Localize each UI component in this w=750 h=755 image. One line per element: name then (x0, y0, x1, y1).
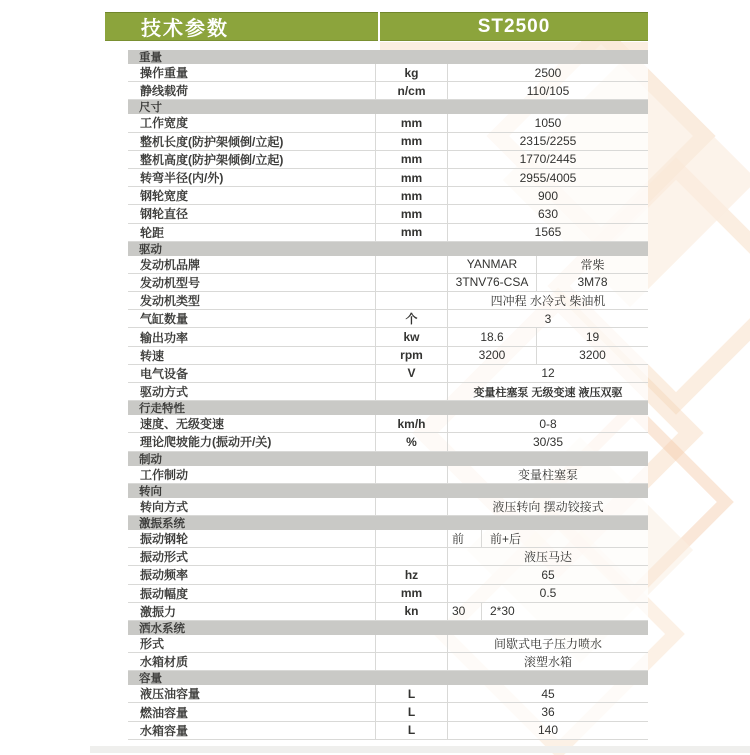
spec-value (447, 347, 648, 364)
spec-unit: L (375, 703, 447, 720)
spec-row (128, 653, 648, 671)
spec-value-a: 18.6 (480, 330, 504, 345)
spec-value: 36 (447, 703, 648, 720)
spec-value (447, 603, 648, 620)
spec-row (128, 635, 648, 653)
decor-strip (380, 42, 648, 50)
spec-unit (375, 256, 447, 273)
spec-unit: L (375, 722, 447, 739)
spec-value-a: 前 (452, 532, 465, 547)
spec-value: 液压转向 摆动铰接式 (447, 498, 648, 515)
spec-row (128, 566, 648, 584)
spec-row (128, 466, 648, 484)
spec-unit: kw (375, 328, 447, 345)
spec-row (128, 256, 648, 274)
spec-row (128, 530, 648, 548)
spec-label: 钢轮直径 (140, 207, 189, 222)
spec-row (128, 585, 648, 603)
spec-label: 转速 (140, 348, 165, 363)
spec-unit: mm (375, 133, 447, 150)
spec-value-a: 30 (452, 604, 466, 619)
spec-unit (375, 383, 447, 400)
spec-label: 水箱容量 (140, 723, 189, 738)
spec-label: 理论爬坡能力(振动开/关) (140, 435, 272, 450)
spec-value: 1050 (447, 114, 648, 131)
spec-row (128, 82, 648, 100)
spec-value: 变量柱塞泵 无级变速 液压双驱 (447, 383, 648, 400)
spec-table (128, 50, 648, 740)
footer-band (90, 746, 750, 753)
spec-row (128, 498, 648, 516)
spec-value: 30/35 (447, 433, 648, 450)
spec-label: 发动机类型 (140, 294, 201, 309)
spec-value (447, 530, 648, 547)
spec-value: 900 (447, 187, 648, 204)
page-title: 技术参数 (141, 18, 229, 40)
spec-unit: mm (375, 151, 447, 168)
spec-label: 输出功率 (140, 330, 189, 345)
spec-label: 整机高度(防护架倾倒/立起) (140, 152, 284, 167)
spec-label: 水箱材质 (140, 655, 189, 670)
spec-value-a: 3TNV76-CSA (455, 275, 529, 290)
spec-value: 1770/2445 (447, 151, 648, 168)
spec-value: 变量柱塞泵 (447, 466, 648, 483)
spec-unit: mm (375, 169, 447, 186)
spec-value: 四冲程 水冷式 柴油机 (447, 292, 648, 309)
spec-label: 工作宽度 (140, 116, 189, 131)
spec-row (128, 365, 648, 383)
spec-unit: mm (375, 585, 447, 602)
spec-value-b: 前+后 (481, 530, 648, 547)
spec-label: 形式 (140, 636, 165, 651)
spec-row (128, 703, 648, 721)
section-header: 驱动 (128, 242, 648, 256)
section-header: 制动 (128, 452, 648, 466)
header-left-segment (105, 12, 378, 41)
spec-unit: % (375, 433, 447, 450)
spec-unit: L (375, 685, 447, 702)
spec-unit (375, 498, 447, 515)
spec-row (128, 64, 648, 82)
spec-unit: V (375, 365, 447, 382)
spec-label: 激振力 (140, 604, 177, 619)
spec-row (128, 328, 648, 346)
spec-row (128, 133, 648, 151)
spec-label: 振动频率 (140, 568, 189, 583)
spec-label: 整机长度(防护架倾倒/立起) (140, 134, 284, 149)
spec-label: 燃油容量 (140, 705, 189, 720)
spec-row (128, 187, 648, 205)
spec-value-b: 3M78 (536, 274, 648, 291)
spec-row (128, 383, 648, 401)
section-header: 行走特性 (128, 401, 648, 415)
spec-label: 振动钢轮 (140, 532, 189, 547)
spec-unit: rpm (375, 347, 447, 364)
spec-value-b: 常柴 (536, 256, 648, 273)
spec-value: 2500 (447, 64, 648, 81)
header-bar (105, 12, 648, 41)
spec-unit (375, 466, 447, 483)
spec-value: 0-8 (447, 415, 648, 432)
spec-value: 2315/2255 (447, 133, 648, 150)
spec-value: 140 (447, 722, 648, 739)
spec-label: 轮距 (140, 225, 165, 240)
spec-value-a: 3200 (478, 348, 506, 363)
spec-unit: hz (375, 566, 447, 583)
section-header: 尺寸 (128, 100, 648, 114)
spec-unit (375, 530, 447, 547)
section-header: 容量 (128, 671, 648, 685)
section-header: 重量 (128, 50, 648, 64)
spec-value: 630 (447, 205, 648, 222)
spec-row (128, 722, 648, 740)
section-header: 洒水系统 (128, 621, 648, 635)
spec-value-b: 3200 (536, 347, 648, 364)
spec-row (128, 433, 648, 451)
spec-row (128, 114, 648, 132)
header-right-segment (380, 16, 648, 38)
spec-value-b: 2*30 (481, 603, 648, 620)
spec-value: 间歇式电子压力喷水 (447, 635, 648, 652)
spec-value-a: YANMAR (466, 257, 518, 272)
spec-label: 转弯半径(内/外) (140, 171, 224, 186)
section-header: 转向 (128, 484, 648, 498)
spec-label: 速度、无级变速 (140, 417, 225, 432)
spec-value: 液压马达 (447, 548, 648, 565)
spec-row (128, 310, 648, 328)
spec-value: 110/105 (447, 82, 648, 99)
spec-row (128, 292, 648, 310)
section-header: 激振系统 (128, 516, 648, 530)
spec-label: 电气设备 (140, 366, 189, 381)
spec-unit: km/h (375, 415, 447, 432)
spec-unit (375, 274, 447, 291)
spec-value: 2955/4005 (447, 169, 648, 186)
spec-row (128, 224, 648, 242)
spec-value: 滚塑水箱 (447, 653, 648, 670)
spec-label: 静线载荷 (140, 84, 189, 99)
spec-label: 钢轮宽度 (140, 189, 189, 204)
spec-label: 发动机型号 (140, 275, 201, 290)
spec-unit: mm (375, 205, 447, 222)
spec-value: 1565 (447, 224, 648, 241)
spec-row (128, 151, 648, 169)
spec-label: 振动幅度 (140, 586, 189, 601)
spec-label: 气缸数量 (140, 312, 189, 327)
spec-label: 操作重量 (140, 66, 189, 81)
spec-value: 3 (447, 310, 648, 327)
spec-row (128, 169, 648, 187)
spec-unit: mm (375, 114, 447, 131)
spec-row (128, 548, 648, 566)
spec-label: 液压油容量 (140, 687, 201, 702)
spec-label: 振动形式 (140, 550, 189, 565)
spec-unit (375, 653, 447, 670)
spec-label: 转向方式 (140, 499, 189, 514)
spec-unit (375, 548, 447, 565)
spec-row (128, 347, 648, 365)
spec-label: 工作制动 (140, 467, 189, 482)
spec-value: 0.5 (447, 585, 648, 602)
spec-row (128, 274, 648, 292)
spec-value (447, 274, 648, 291)
spec-unit: 个 (375, 310, 447, 327)
spec-label: 发动机品牌 (140, 257, 201, 272)
spec-row (128, 415, 648, 433)
spec-value: 12 (447, 365, 648, 382)
spec-value: 65 (447, 566, 648, 583)
spec-value (447, 328, 648, 345)
spec-unit: mm (375, 187, 447, 204)
spec-row (128, 205, 648, 223)
spec-unit: n/cm (375, 82, 447, 99)
spec-value-b: 19 (536, 328, 648, 345)
spec-value (447, 256, 648, 273)
spec-value: 45 (447, 685, 648, 702)
spec-unit: kg (375, 64, 447, 81)
spec-row (128, 685, 648, 703)
spec-unit (375, 635, 447, 652)
spec-label: 驱动方式 (140, 385, 189, 400)
spec-unit: kn (375, 603, 447, 620)
spec-unit: mm (375, 224, 447, 241)
model-title: ST2500 (477, 15, 551, 37)
spec-row (128, 603, 648, 621)
spec-unit (375, 292, 447, 309)
